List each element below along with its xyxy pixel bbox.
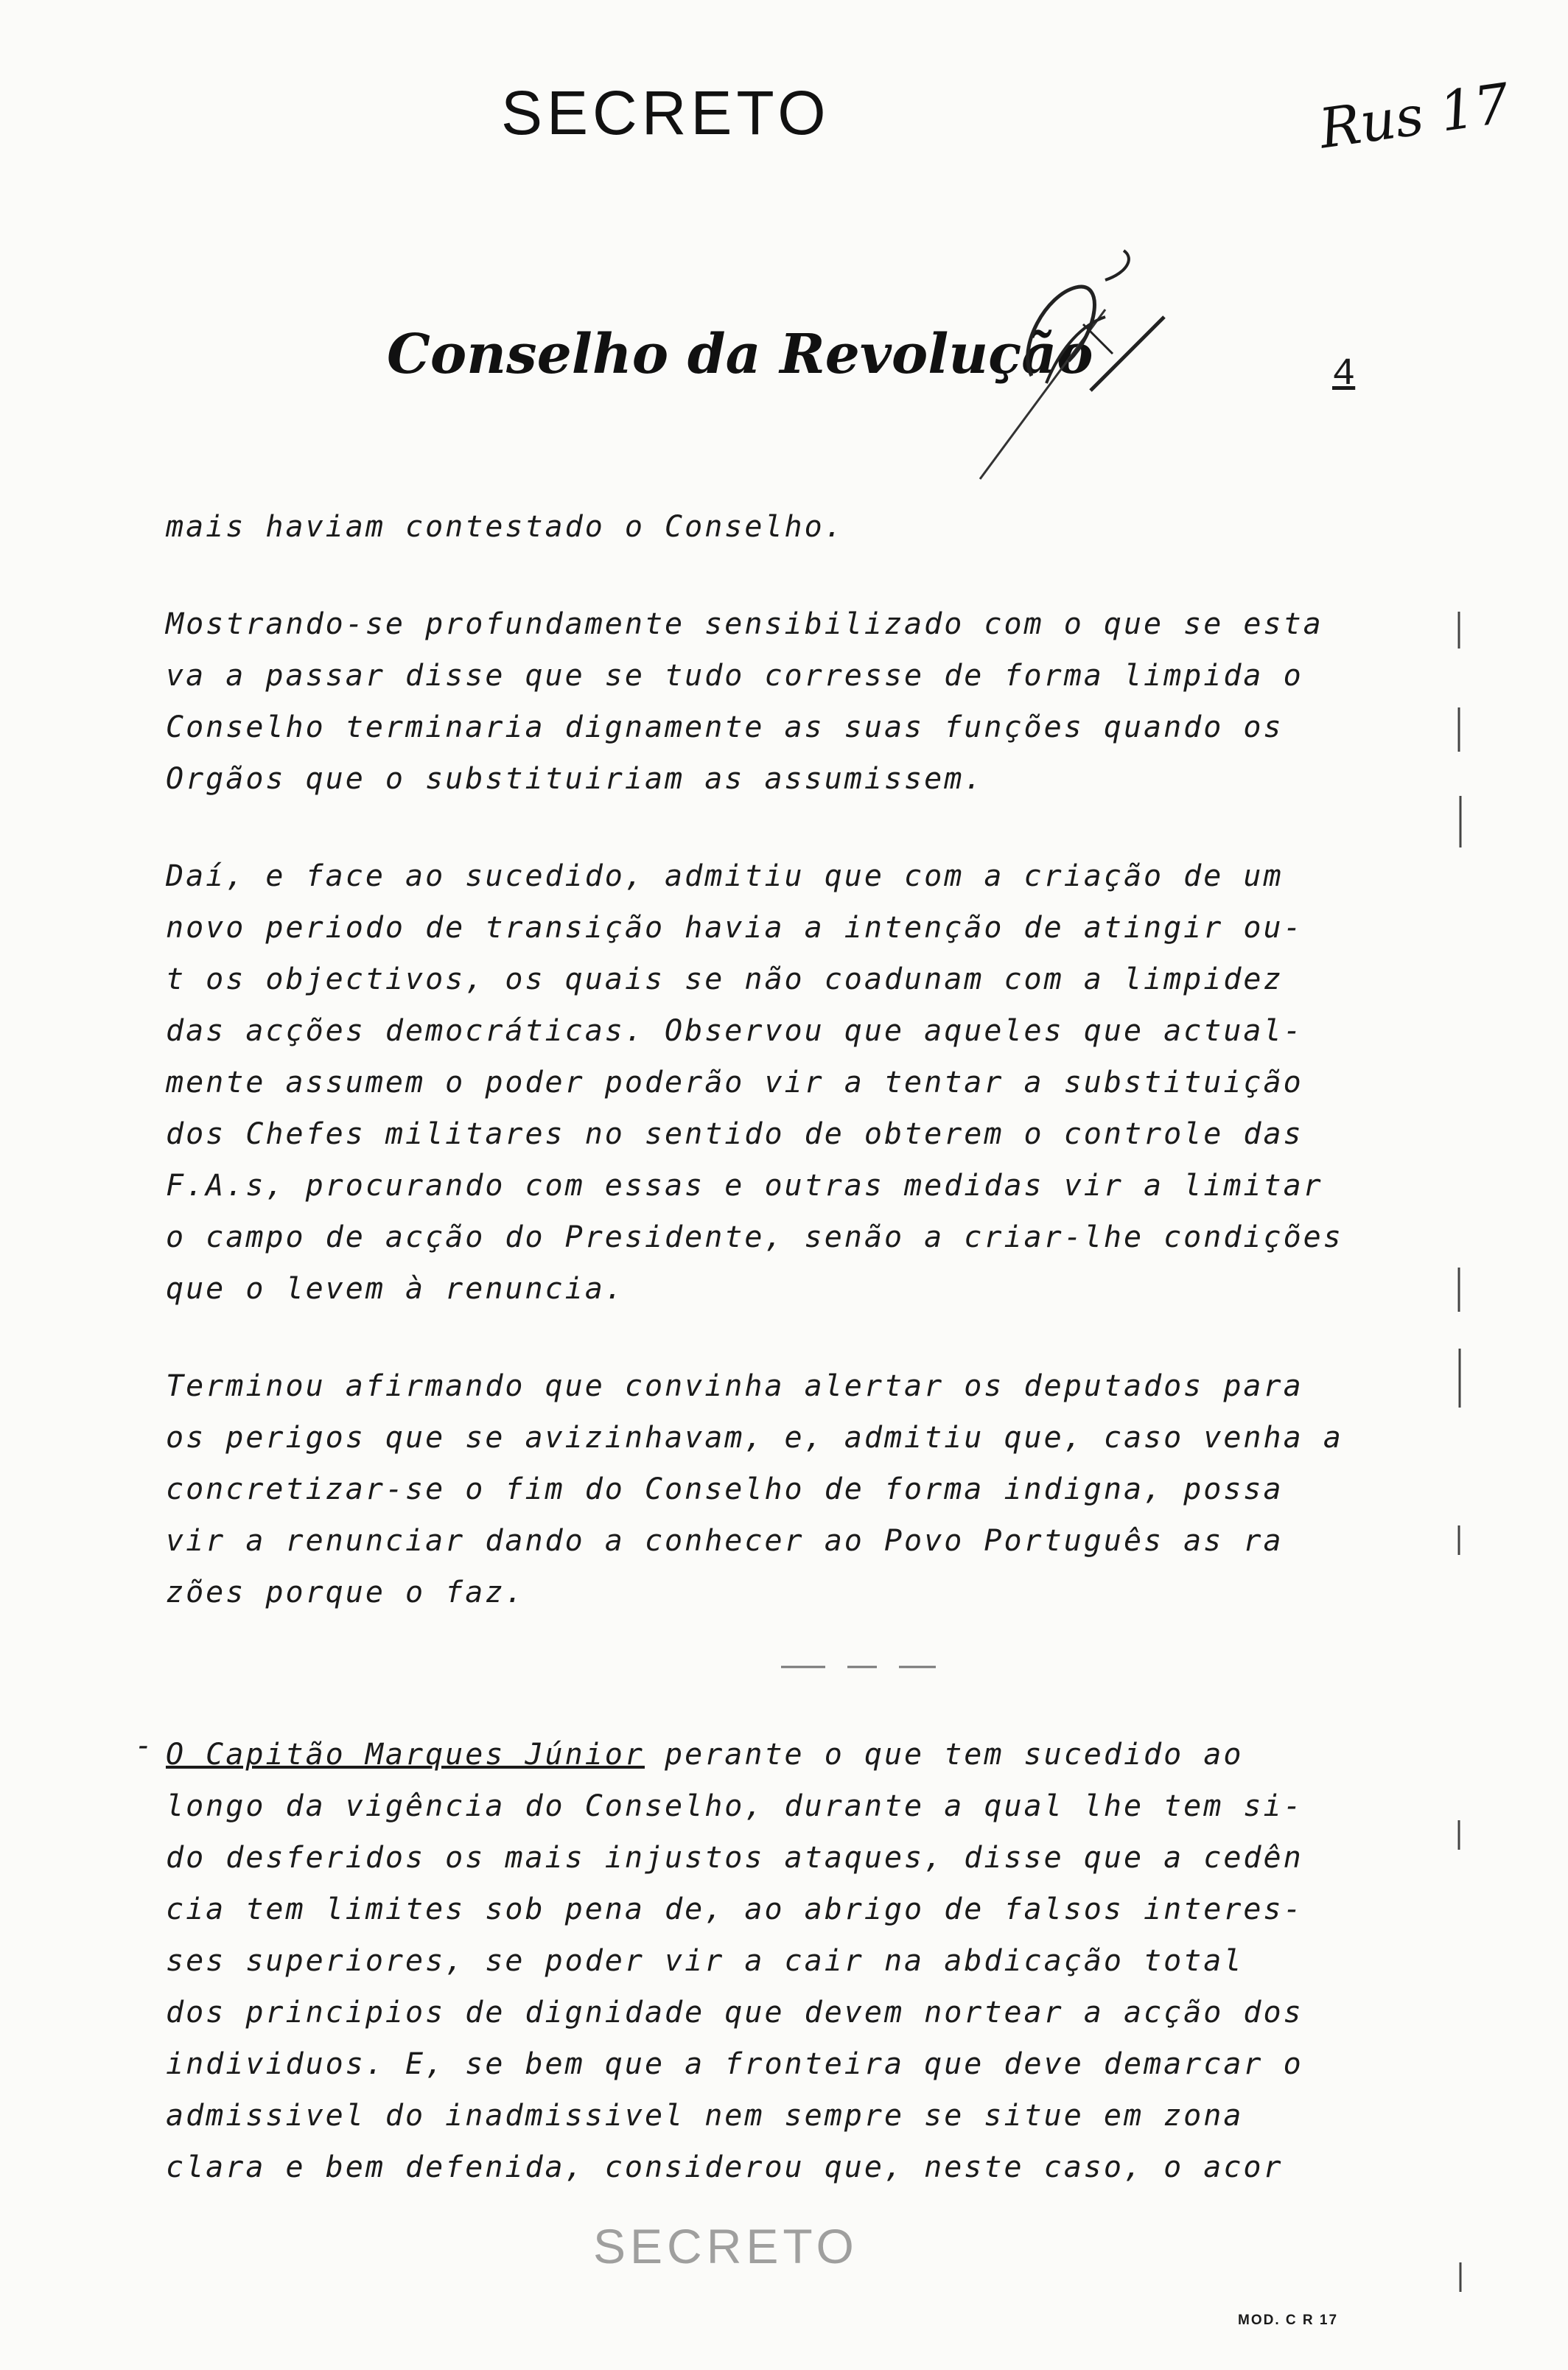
form-code: MOD. C R 17: [1238, 2313, 1339, 2328]
text-line: longo da vigência do Conselho, durante a qual lhe tem si-: [166, 1789, 1303, 1823]
speaker-paragraph: [135, 1729, 1418, 2193]
text-line: individuos. E, se bem que a fronteira que deve demarcar o: [166, 2047, 1303, 2081]
text-line: o campo de acção do Presidente, senão a criar-lhe condições: [166, 1220, 1343, 1254]
text-line: admissivel do inadmissivel nem sempre se situe em zona: [166, 2099, 1244, 2133]
text-line: F.A.s, procurando com essas e outras medidas vir a limitar: [166, 1169, 1323, 1203]
text-line: do desferidos os mais injustos ataques, disse que a cedên: [166, 1841, 1303, 1875]
paragraph-1: [166, 501, 1418, 553]
text-line: das acções democráticas. Observou que aqueles que actual-: [166, 1014, 1303, 1048]
text-line: Orgãos que o substituiriam as assumissem.: [166, 762, 984, 796]
text-line: dos principios de dignidade que devem nortear a acção dos: [166, 1996, 1303, 2030]
paragraph-4: [166, 1360, 1418, 1618]
signature-mark: [936, 236, 1201, 486]
text-line: [166, 1729, 1418, 1780]
text-line: clara e bem defenida, considerou que, neste caso, o acor: [166, 2150, 1284, 2184]
classification-stamp: SECRETO: [501, 78, 830, 147]
text-line: t os objectivos, os quais se não coadunam com a limpidez: [166, 962, 1284, 996]
text-line: Mostrando-se profundamente sensibilizado com o que se esta: [166, 607, 1323, 641]
text-line: Conselho terminaria dignamente as suas funções quando os: [166, 710, 1284, 744]
scan-dashes: [781, 1660, 943, 1674]
footer-classification-stamp: SECRETO: [593, 2219, 858, 2273]
text-line: novo periodo de transição havia a intenção de atingir ou-: [166, 911, 1303, 945]
text-line: Daí, e face ao sucedido, admitiu que com a criação de um: [166, 859, 1284, 893]
speaker-name: O Capitão Marques Júnior: [166, 1738, 645, 1772]
text-line: os perigos que se avizinhavam, e, admitiu que, caso venha a: [166, 1421, 1343, 1455]
document-body: [135, 501, 1418, 2193]
text-line: concretizar-se o fim do Conselho de forma indigna, possa: [166, 1472, 1284, 1506]
text-line: vir a renunciar dando a conhecer ao Povo Português as ra: [166, 1524, 1284, 1558]
list-bullet: -: [135, 1729, 155, 1763]
page-number: 4: [1332, 352, 1356, 396]
paragraph-2: [166, 598, 1418, 805]
paragraph-3: [166, 850, 1418, 1315]
text-line: ses superiores, se poder vir a cair na abdicação total: [166, 1944, 1244, 1978]
text-line-rest: perante o que tem sucedido ao: [644, 1738, 1244, 1772]
scan-edge-marks: [1437, 604, 1481, 2299]
text-line: Terminou afirmando que convinha alertar os deputados para: [166, 1369, 1303, 1403]
text-line: zões porque o faz.: [166, 1576, 525, 1609]
text-line: va a passar disse que se tudo corresse de forma limpida o: [166, 659, 1303, 693]
text-line: que o levem à renuncia.: [166, 1272, 625, 1306]
text-line: cia tem limites sob pena de, ao abrigo de falsos interes-: [166, 1892, 1303, 1926]
handwritten-initials: Rus 17: [1315, 71, 1513, 161]
text-line: mente assumem o poder poderão vir a tentar a substituição: [166, 1066, 1303, 1100]
letterhead-title: Conselho da Revolução: [387, 323, 1093, 386]
text-line: mais haviam contestado o Conselho.: [166, 510, 844, 544]
text-line: dos Chefes militares no sentido de obterem o controle das: [166, 1117, 1303, 1151]
